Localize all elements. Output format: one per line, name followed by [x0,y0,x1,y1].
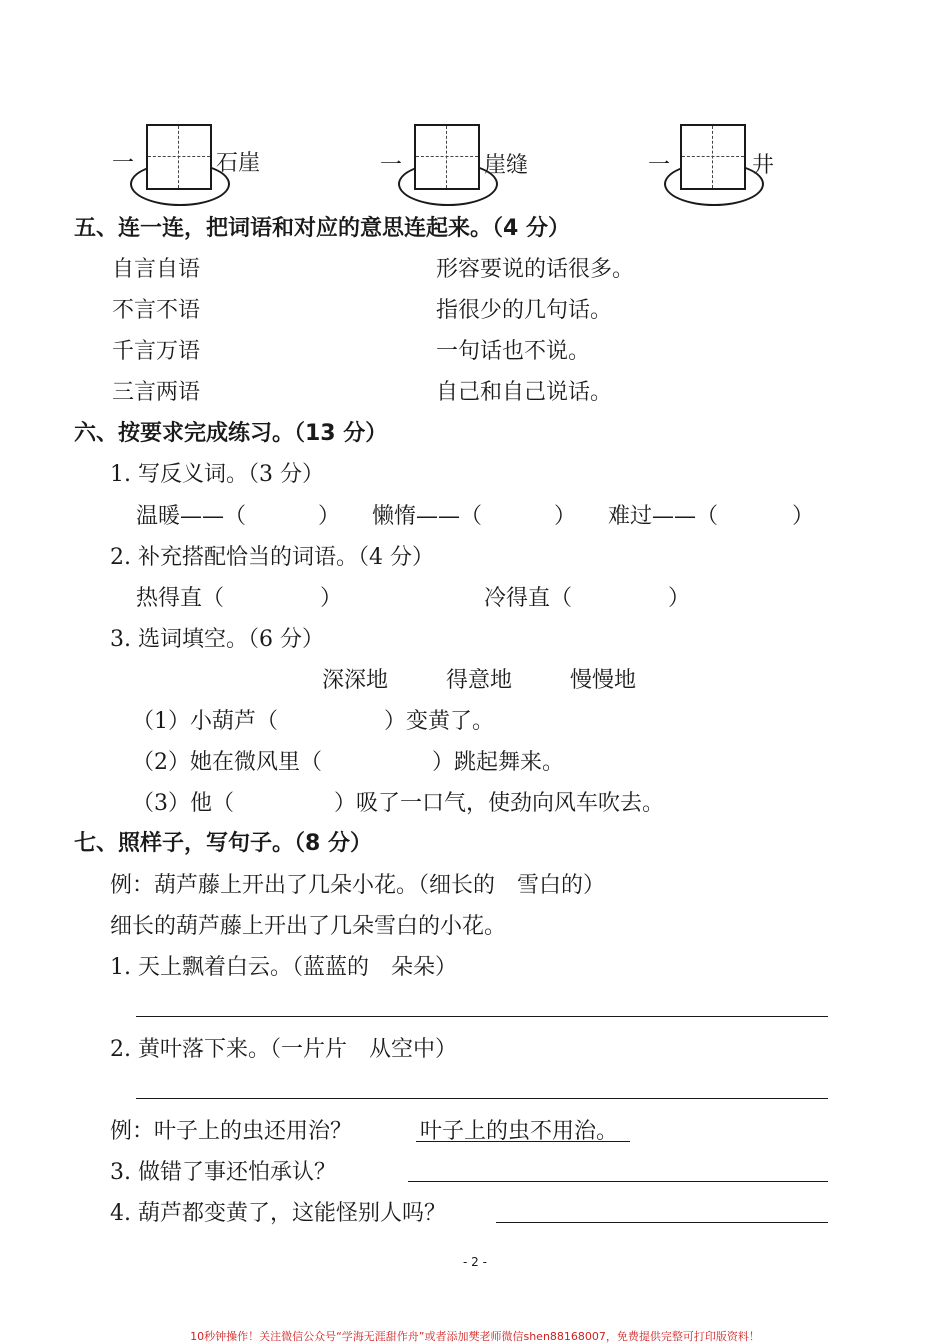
answer-line[interactable] [496,1222,828,1223]
collocation-prompt: 热得直（ [136,586,225,611]
fill-sentence-1-start: （1）小葫芦（ [132,709,278,734]
page-number: - 2 - [463,1255,487,1269]
rewrite-question-3: 3. 做错了事还怕承认？ [110,1160,336,1185]
blank-close: ） [668,586,691,611]
box-prefix: 一 [380,153,403,178]
answer-line[interactable] [408,1181,828,1182]
sub-question-title: 2. 补充搭配恰当的词语。（4 分） [110,545,434,570]
word-choice-3: 慢慢地 [570,668,637,693]
antonym-prompt: 难过——（ [608,504,719,529]
rewrite-question-1: 1. 天上飘着白云。（蓝蓝的 朵朵） [110,955,457,980]
match-left-3[interactable]: 千言万语 [112,339,201,364]
fill-sentence-3-start: （3）他（ [132,791,234,816]
box-word: 石崖 [216,151,261,176]
section-5-title: 五、连一连，把词语和对应的意思连起来。（4 分） [74,216,570,241]
match-right-2[interactable]: 指很少的几句话。 [436,298,613,323]
tianzige-box[interactable] [680,124,746,190]
sub-question-title: 3. 选词填空。（6 分） [110,627,324,652]
sub-question-title: 1. 写反义词。（3 分） [110,462,324,487]
word-choice-1: 深深地 [322,668,389,693]
blank-close: ） [792,504,815,529]
box-prefix: 一 [112,151,135,176]
fill-sentence-2-end: ）跳起舞来。 [432,750,565,775]
match-right-1[interactable]: 形容要说的话很多。 [436,257,635,282]
antonym-prompt: 懒惰——（ [372,504,483,529]
example-underline [416,1141,630,1142]
blank-close: ） [554,504,577,529]
box-word: 井 [752,153,775,178]
word-choice-2: 得意地 [446,668,513,693]
example-answer: 细长的葫芦藤上开出了几朵雪白的小花。 [110,914,507,939]
blank-close: ） [318,504,341,529]
rewrite-question-2: 2. 黄叶落下来。（一片片 从空中） [110,1037,457,1062]
section-6-title: 六、按要求完成练习。（13 分） [74,421,388,446]
antonym-prompt: 温暖——（ [136,504,247,529]
match-left-2[interactable]: 不言不语 [112,298,201,323]
match-left-1[interactable]: 自言自语 [112,257,201,282]
footer-promo: 10秒钟操作！关注微信公众号“学海无涯甜作舟”或者添加樊老师微信shen88168007，免费提供完整可打印版资料！ [190,1330,760,1343]
match-right-4[interactable]: 自己和自己说话。 [436,380,613,405]
section-7-title: 七、照样子，写句子。（8 分） [74,831,372,856]
tianzige-box[interactable] [414,124,480,190]
collocation-prompt: 冷得直（ [484,586,573,611]
answer-line[interactable] [136,1098,828,1099]
example-question: 例：叶子上的虫还用治？ [110,1119,353,1144]
answer-line[interactable] [136,1016,828,1017]
fill-sentence-2-start: （2）她在微风里（ [132,750,322,775]
blank-close: ） [320,586,343,611]
match-left-4[interactable]: 三言两语 [112,380,201,405]
tianzige-box[interactable] [146,124,212,190]
match-right-3[interactable]: 一句话也不说。 [436,339,591,364]
rewrite-question-4: 4. 葫芦都变黄了，这能怪别人吗？ [110,1201,446,1226]
box-prefix: 一 [648,153,671,178]
example-sentence: 例：葫芦藤上开出了几朵小花。（细长的 雪白的） [110,873,606,898]
fill-sentence-3-end: ）吸了一口气，使劲向风车吹去。 [334,791,665,816]
fill-sentence-1-end: ）变黄了。 [384,709,495,734]
example-answer: 叶子上的虫不用治。 [420,1119,619,1144]
box-word: 崖缝 [484,153,529,178]
